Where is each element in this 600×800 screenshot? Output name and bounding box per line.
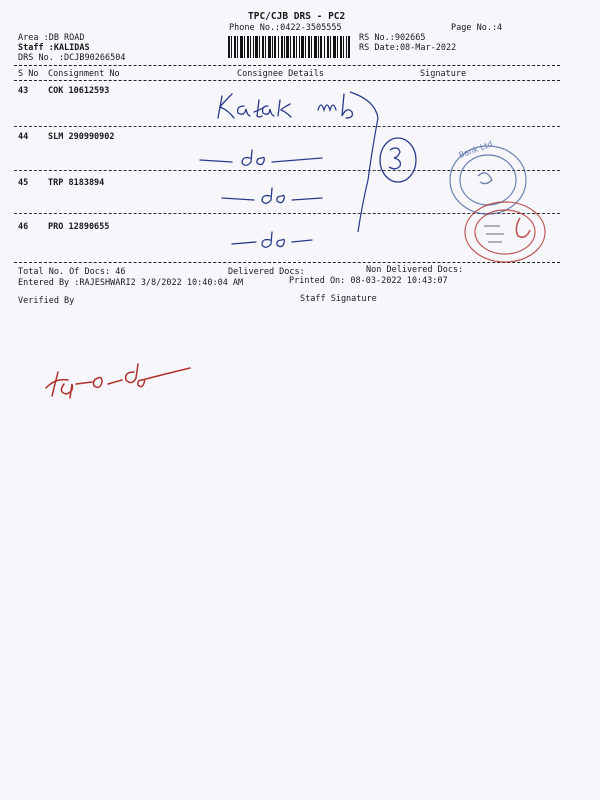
signature-graphic: [46, 364, 190, 398]
page-number: Page No.:4: [451, 23, 503, 33]
document-title: TPC/CJB DRS - PC2: [248, 11, 346, 22]
rs-number: RS No.:902665: [359, 33, 426, 43]
row-sno: 45: [18, 178, 29, 188]
row-sno: 43: [18, 86, 29, 96]
handwritten-circled-three: [380, 138, 416, 182]
handwritten-ditto: [200, 150, 322, 247]
total-docs: Total No. Of Docs: 46: [18, 267, 126, 277]
entered-by: Entered By :RAJESHWARI2 3/8/2022 10:40:04 AM: [18, 278, 244, 288]
col-header-sno: S No: [18, 69, 39, 79]
delivered-docs: Delivered Docs:: [228, 267, 305, 277]
printed-on: Printed On: 08-03-2022 10:43:07: [289, 276, 448, 286]
row-consignment: SLM 290990902: [48, 132, 115, 142]
row-consignment: TRP 8183894: [48, 178, 105, 188]
row-sno: 44: [18, 132, 29, 142]
row-consignment: COK 10612593: [48, 86, 110, 96]
staff-field: Staff :KALIDAS: [18, 43, 90, 53]
rs-date: RS Date:08-Mar-2022: [359, 43, 457, 53]
phone-number: Phone No.:0422-3505555: [229, 23, 342, 33]
verified-by-label: Verified By: [18, 296, 75, 306]
area-field: Area :DB ROAD: [18, 33, 85, 43]
col-header-consignee: Consignee Details: [237, 69, 324, 79]
col-header-consignment: Consignment No: [48, 69, 120, 79]
staff-signature-label: Staff Signature: [300, 294, 377, 304]
non-delivered-docs: Non Delivered Docs:: [366, 265, 464, 275]
row-consignment: PRO 12890655: [48, 222, 110, 232]
row-sno: 46: [18, 222, 29, 232]
col-header-signature: Signature: [420, 69, 467, 79]
drs-number: DRS No. :DCJB90266504: [18, 53, 126, 63]
handwritten-kotak-mb: [218, 94, 352, 118]
handwritten-bracket: [350, 92, 378, 232]
stamp-text: Bank Ltd: [457, 139, 494, 160]
